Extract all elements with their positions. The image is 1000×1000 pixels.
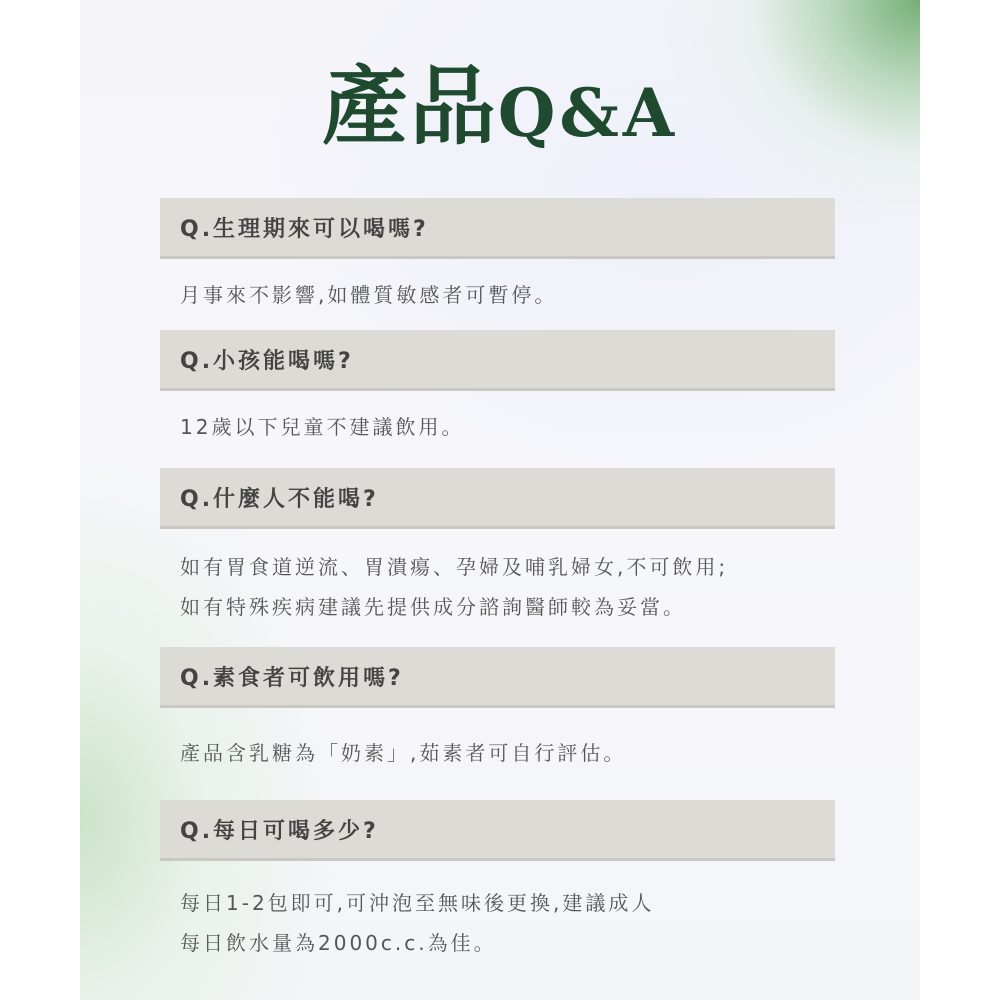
question-bar: Q.生理期來可以喝嗎? bbox=[160, 198, 835, 256]
question-bar: Q.小孩能喝嗎? bbox=[160, 330, 835, 388]
question-bar: Q.每日可喝多少? bbox=[160, 800, 835, 858]
question-bar: Q.素食者可飲用嗎? bbox=[160, 647, 835, 705]
faq-item-children bbox=[160, 330, 835, 444]
answer-line: 如有特殊疾病建議先提供成分諮詢醫師較為妥當。 bbox=[180, 595, 686, 619]
answer-line: 月事來不影響,如體質敏感者可暫停。 bbox=[180, 283, 558, 307]
page-title bbox=[80, 52, 920, 162]
qa-panel bbox=[80, 0, 920, 1000]
answer-text bbox=[160, 883, 835, 963]
faq-item-daily-amount bbox=[160, 800, 835, 963]
faq-item-vegetarian bbox=[160, 647, 835, 770]
title-chinese: 產品 bbox=[321, 56, 498, 157]
answer-line: 如有胃食道逆流、胃潰瘍、孕婦及哺乳婦女,不可飲用; bbox=[180, 555, 729, 579]
answer-line: 產品含乳糖為「奶素」,茹素者可自行評估。 bbox=[180, 741, 627, 765]
title-latin: Q&A bbox=[497, 74, 679, 152]
faq-item-who-cannot bbox=[160, 468, 835, 627]
answer-line: 每日飲水量為2000c.c.為佳。 bbox=[180, 931, 497, 955]
answer-text bbox=[160, 278, 835, 312]
answer-line: 12歲以下兒童不建議飲用。 bbox=[180, 415, 465, 439]
question-bar: Q.什麼人不能喝? bbox=[160, 468, 835, 526]
faq-item-period bbox=[160, 198, 835, 312]
answer-text bbox=[160, 547, 835, 627]
answer-line: 每日1-2包即可,可沖泡至無味後更換,建議成人 bbox=[180, 891, 655, 915]
answer-text bbox=[160, 736, 835, 770]
answer-text bbox=[160, 410, 835, 444]
